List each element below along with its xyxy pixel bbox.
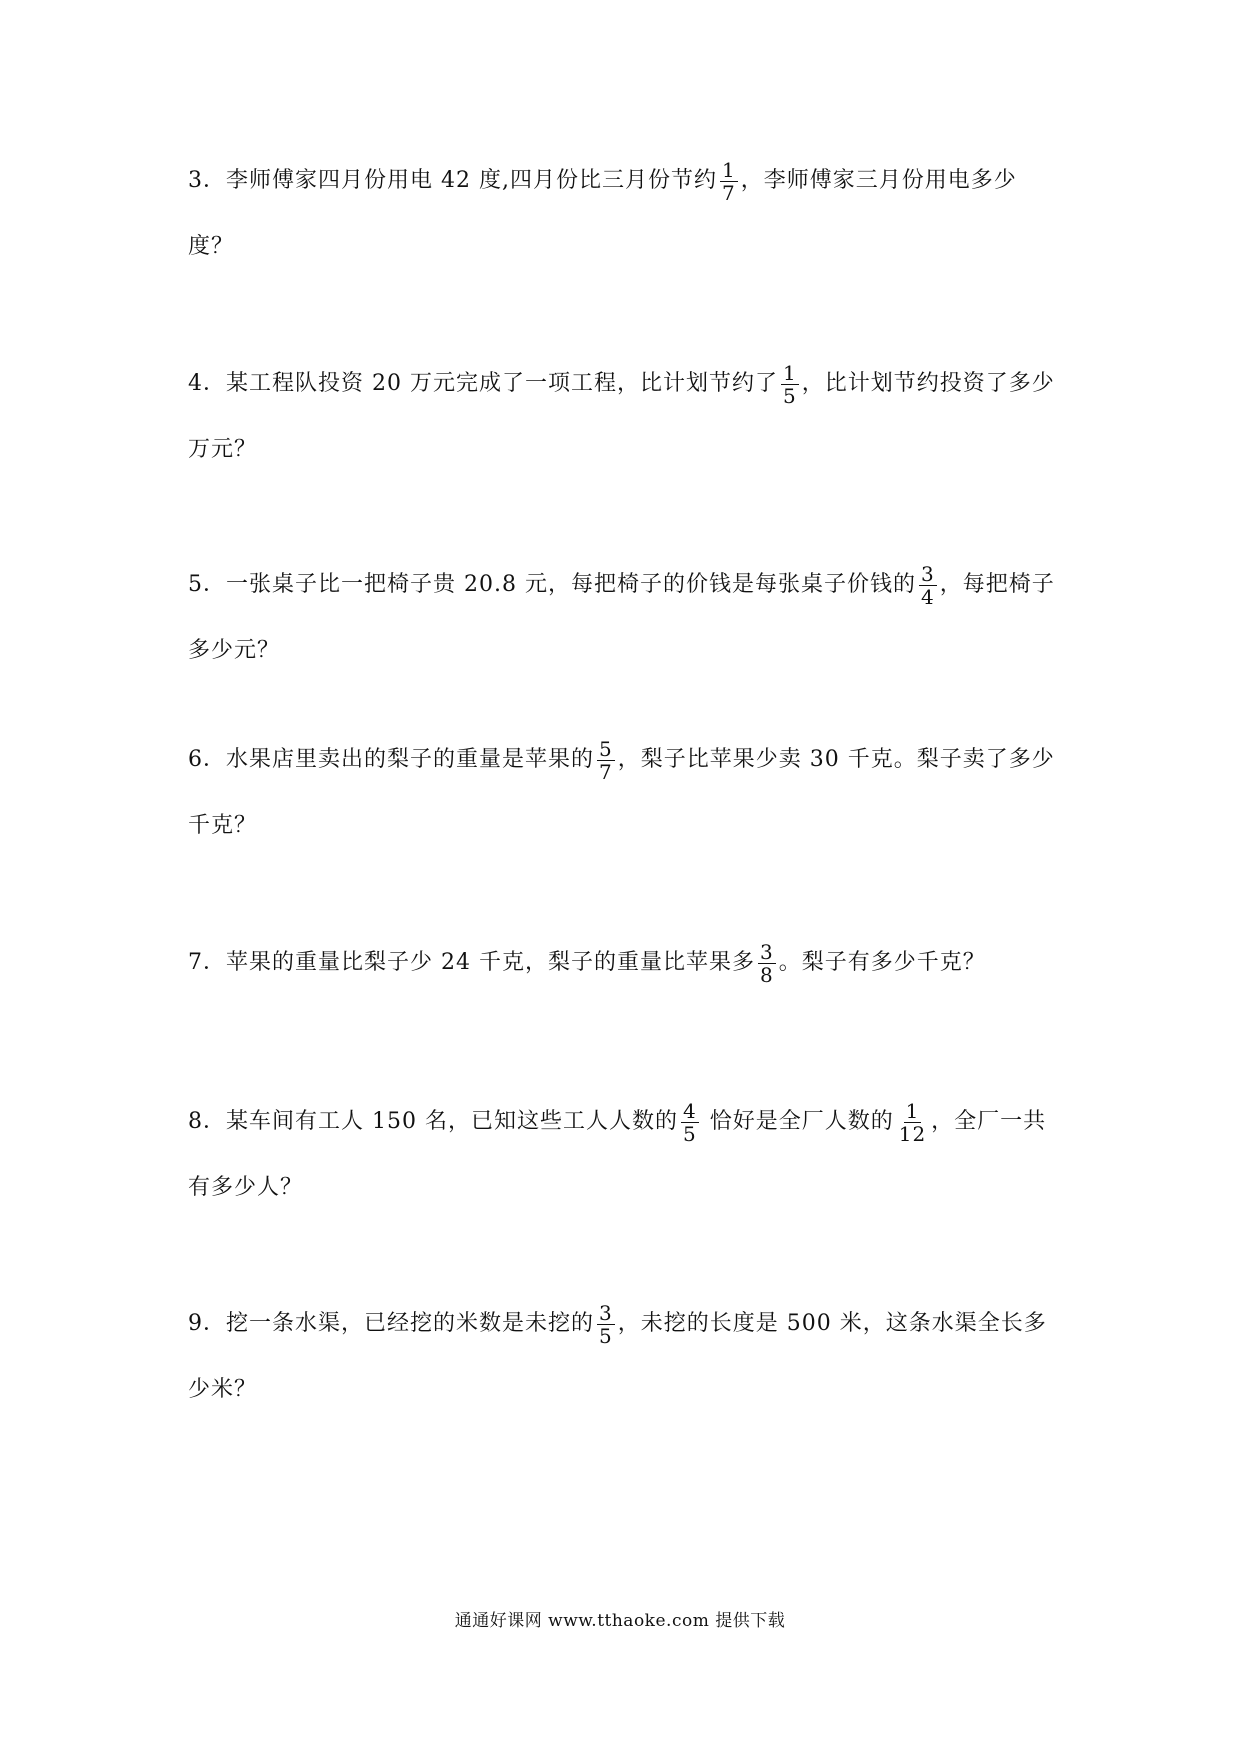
question-4: 4．某工程队投资 20 万元完成了一项工程，比计划节约了 $\frac{1}{5}$ ，比计划节约投资了多少万元？: [188, 360, 1055, 462]
fraction: $\frac{1}{5}$: [782, 360, 797, 408]
question-8: 8．某车间有工人 150 名，已知这些工人人数的 $\frac{4}{5}$ 恰好是全厂人数的 $\frac{1}{12}$ ，全厂一共有多少人？: [188, 1098, 1047, 1200]
question-3: 3．李师傅家四月份用电 42 度,四月份比三月份节约 $\frac{1}{7}$ ，李师傅家三月份用电多少度？: [188, 157, 1017, 259]
question-7: 7．苹果的重量比梨子少 24 千克，梨子的重量比苹果多 $\frac{3}{8}$ 。梨子有多少千克？: [188, 939, 986, 987]
fraction: $\frac{5}{7}$: [599, 736, 613, 784]
fraction: $\frac{3}{5}$: [599, 1300, 613, 1348]
question-5: 5．一张桌子比一把椅子贵 20.8 元，每把椅子的价钱是每张桌子价钱的 $\frac{3}{4}$ ，每把椅子多少元？: [188, 561, 1055, 663]
fraction: $\frac{1}{12}$: [898, 1098, 927, 1146]
question-6: 6．水果店里卖出的梨子的重量是苹果的 $\frac{5}{7}$ ，梨子比苹果少卖 30 千克。梨子卖了多少千克？: [188, 736, 1055, 838]
fraction: $\frac{3}{8}$: [759, 939, 774, 987]
fraction: $\frac{4}{5}$: [682, 1098, 697, 1146]
question-9: 9．挖一条水渠，已经挖的米数是未挖的 $\frac{3}{5}$ ，未挖的长度是 500 米，这条水渠全长多少米？: [188, 1300, 1047, 1402]
fraction: $\frac{3}{4}$: [920, 561, 935, 609]
fraction: $\frac{1}{7}$: [721, 157, 736, 205]
page-footer: 通通好课网 www.tthaoke.com 提供下载: [454, 1611, 786, 1631]
